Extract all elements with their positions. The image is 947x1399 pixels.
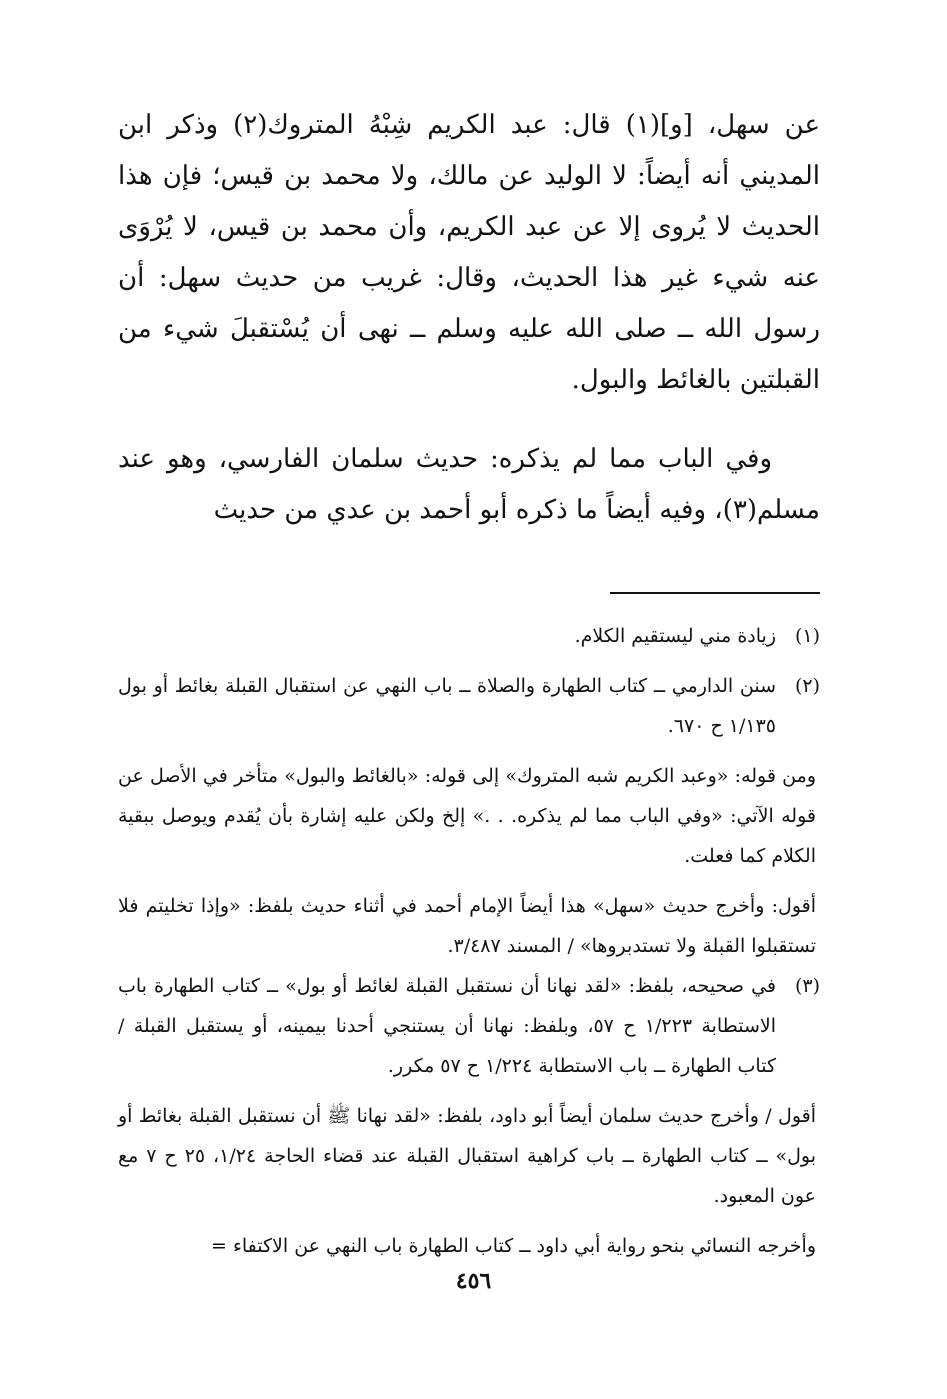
footnote-2	[118, 666, 820, 746]
footnote-1	[118, 616, 820, 656]
footnote-3-paragraph-a: أقول / وأخرج حديث سلمان أيضاً أبو داود، بلفظ: «لقد نهانا ﷺ أن نستقبل القبلة بغائط أو بول» ــ كتاب الطهارة ــ باب كراهية استقبال القبلة عند قضاء الحاجة ١/٢٤، ٢٥ ح ٧ مع عون المعبود.	[118, 1105, 817, 1207]
footnote-number: (٣)	[794, 975, 820, 997]
footnote-separator	[610, 592, 820, 594]
footnote-2-paragraph-a: ومن قوله: «وعبد الكريم شبه المتروك» إلى قوله: «بالغائط والبول» متأخر في الأصل عن قوله الآتي: «وفي الباب مما لم يذكره. . .» إلخ ولكن عليه إشارة بأن يُقدم ويوصل ببقية الكلام كما فعلت.	[118, 765, 816, 867]
footnotes	[118, 616, 820, 1266]
footnote-text: في صحيحه، بلفظ: «لقد نهانا أن نستقبل القبلة لغائط أو بول» ــ كتاب الطهارة باب الاستطابة ١/٢٢٣ ح ٥٧، وبلفظ: نهانا أن يستنجي أحدنا بيمينه، أو يستقبل القبلة / كتاب الطهارة ــ باب الاستطابة ١/٢٢٤ ح ٥٧ مكرر.	[118, 975, 776, 1077]
main-text	[118, 100, 820, 536]
footnote-number: (٢)	[794, 675, 820, 697]
footnote-number: (١)	[794, 625, 820, 647]
page-number: ٤٥٦	[455, 1268, 492, 1294]
footnote-text: زيادة مني ليستقيم الكلام.	[574, 625, 776, 647]
footnote-text: سنن الدارمي ــ كتاب الطهارة والصلاة ــ باب النهي عن استقبال القبلة بغائط أو بول ١/١٣٥ ح ٦٧٠.	[118, 675, 776, 737]
book-page	[118, 100, 820, 1266]
main-paragraph-1: عن سهل، [و](١) قال: عبد الكريم شِبْهُ المتروك(٢) وذكر ابن المديني أنه أيضاً: لا الوليد عن مالك، ولا محمد بن قيس؛ فإن هذا الحديث لا يُروى إلا عن عبد الكريم، وأن محمد بن قيس، لا يُرْوَى عنه شيء غير هذا الحديث، وقال: غريب من حديث سهل: أن رسول الله ــ صلى الله عليه وسلم ــ نهى أن يُسْتقبلَ شيء من القبلتين بالغائط والبول.	[118, 110, 820, 395]
footnote-3-paragraph-b: وأخرجه النسائي بنحو رواية أبي داود ــ كتاب الطهارة باب النهي عن الاكتفاء =	[210, 1235, 816, 1257]
footnote-2-paragraph-b: أقول: وأخرج حديث «سهل» هذا أيضاً الإمام أحمد في أثناء حديث بلفظ: «وإذا تخليتم فلا تستقبلوا القبلة ولا تستدبروها» / المسند ٣/٤٨٧.	[118, 895, 816, 957]
main-paragraph-2: وفي الباب مما لم يذكره: حديث سلمان الفارسي، وهو عند مسلم(٣)، وفيه أيضاً ما ذكره أبو أحمد بن عدي من حديث	[118, 444, 820, 525]
footnote-3	[118, 966, 820, 1086]
